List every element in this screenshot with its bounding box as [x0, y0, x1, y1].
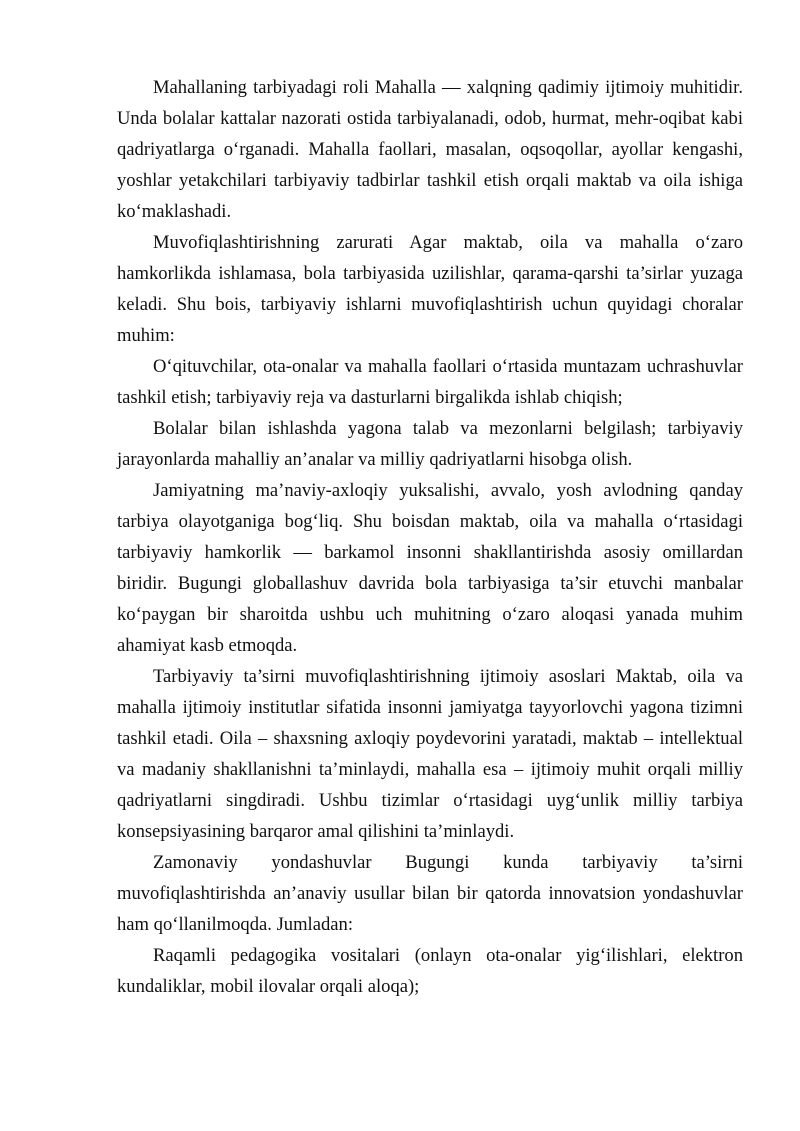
- paragraph-meetings: O‘qituvchilar, ota-onalar va mahalla faollari o‘rtasida muntazam uchrashuvlar tashkil etish; tarbiyaviy reja va dasturlarni birgalikda ishlab chiqish;: [117, 356, 743, 408]
- document-page: [117, 72, 743, 1002]
- paragraph-unified-criteria: Bolalar bilan ishlashda yagona talab va mezonlarni belgilash; tarbiyaviy jarayonlarda mahalliy an’analar va milliy qadriyatlarni hisobga olish.: [117, 418, 743, 470]
- paragraph-mahalla-role: Mahallaning tarbiyadagi roli Mahalla — xalqning qadimiy ijtimoiy muhitidir. Unda bolalar kattalar nazorati ostida tarbiyalanadi, odob, hurmat, mehr-oqibat kabi qadriyatlarga o‘rganadi. Mahalla faollari, masalan, oqsoqollar, ayollar kengashi, yoshlar yetakchilari tarbiyaviy tadbirlar tashkil etish orqali maktab va oila ishiga ko‘maklashadi.: [117, 77, 743, 222]
- paragraph-coordination-need: Muvofiqlashtirishning zarurati Agar maktab, oila va mahalla o‘zaro hamkorlikda ishlamasa, bola tarbiyasida uzilishlar, qarama-qarshi ta’sirlar yuzaga keladi. Shu bois, tarbiyaviy ishlarni muvofiqlashtirish uchun quyidagi choralar muhim:: [117, 232, 743, 346]
- paragraph-social-foundations: Tarbiyaviy ta’sirni muvofiqlashtirishning ijtimoiy asoslari Maktab, oila va mahalla ijtimoiy institutlar sifatida insonni jamiyatga tayyorlovchi yagona tizimni tashkil etadi. Oila – shaxsning axloqiy poydevorini yaratadi, maktab – intellektual va madaniy shakllanishni ta’minlaydi, mahalla esa – ijtimoiy muhit orqali milliy qadriyatlarni singdiradi. Ushbu tizimlar o‘rtasidagi uyg‘unlik milliy tarbiya konsepsiyasining barqaror amal qilishini ta’minlaydi.: [117, 666, 743, 842]
- paragraph-digital-pedagogy: Raqamli pedagogika vositalari (onlayn ota-onalar yig‘ilishlari, elektron kundaliklar, mobil ilovalar orqali aloqa);: [117, 945, 743, 997]
- paragraph-society-upbringing: Jamiyatning ma’naviy-axloqiy yuksalishi, avvalo, yosh avlodning qanday tarbiya olayotganiga bog‘liq. Shu boisdan maktab, oila va mahalla o‘rtasidagi tarbiyaviy hamkorlik — barkamol insonni shakllantirishda asosiy omillardan biridir. Bugungi globallashuv davrida bola tarbiyasiga ta’sir etuvchi manbalar ko‘paygan bir sharoitda ushbu uch muhitning o‘zaro aloqasi yanada muhim ahamiyat kasb etmoqda.: [117, 480, 743, 656]
- paragraph-modern-approaches: Zamonaviy yondashuvlar Bugungi kunda tarbiyaviy ta’sirni muvofiqlashtirishda an’anaviy usullar bilan bir qatorda innovatsion yondashuvlar ham qo‘llanilmoqda. Jumladan:: [117, 852, 743, 935]
